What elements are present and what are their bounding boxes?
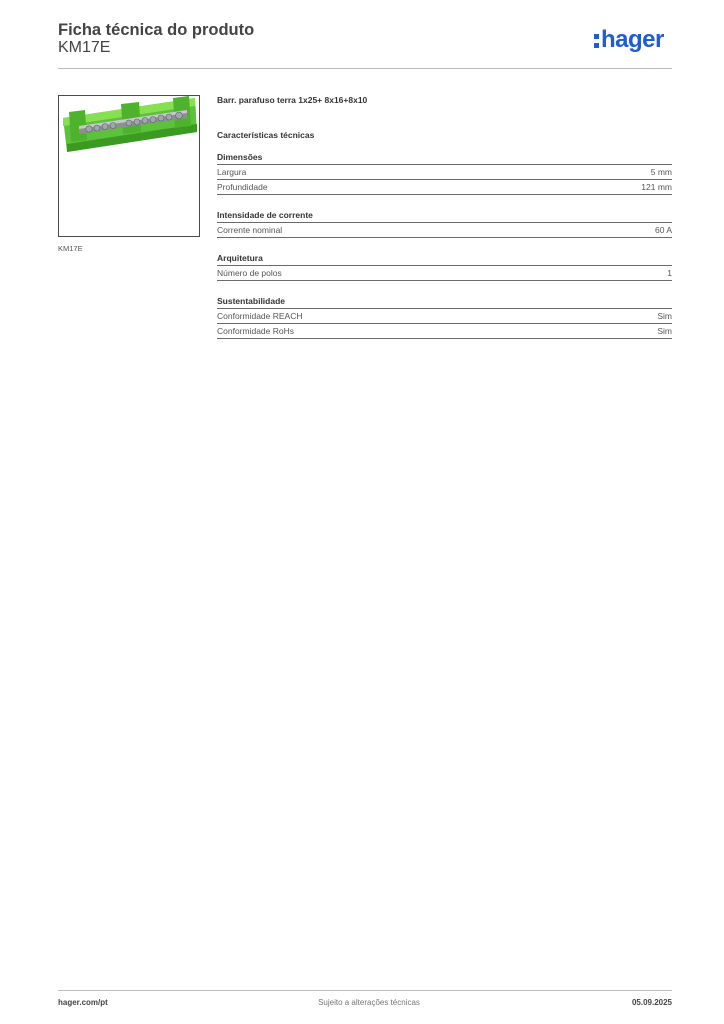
product-image-frame [58,95,200,237]
product-code: KM17E [58,39,111,56]
spec-group-sustentabilidade [217,295,672,339]
group-title: Sustentabilidade [217,296,286,306]
logo-colon-icon [594,34,599,48]
spec-label: Conformidade REACH [217,311,303,321]
image-caption: KM17E [58,244,83,253]
footer-website-link[interactable]: hager.com/pt [58,998,108,1007]
spec-section [217,95,672,339]
spec-row [217,164,672,179]
hager-logo [594,27,664,57]
spec-group-corrente [217,209,672,238]
spec-value: 60 A [654,225,672,235]
spec-label: Conformidade RoHs [217,326,295,336]
spec-group-dimensoes [217,151,672,195]
group-title: Arquitetura [217,253,263,263]
spec-value: Sim [657,311,672,321]
group-title: Dimensões [217,152,263,162]
footer-notice: Sujeito a alterações técnicas [318,998,420,1007]
terminal-bar-image [59,96,199,236]
footer-date: 05.09.2025 [631,998,672,1007]
spec-value: 121 mm [641,182,672,192]
page-title: Ficha técnica do produto [58,21,255,39]
spec-rows [217,308,672,339]
product-name: Barr. parafuso terra 1x25+ 8x16+8x10 [217,95,368,105]
spec-rows [217,164,672,195]
spec-row [217,308,672,323]
spec-value: 5 mm [650,167,672,177]
header-divider [58,68,672,69]
spec-rows [217,222,672,238]
spec-row [217,179,672,195]
spec-heading: Características técnicas [217,130,315,140]
logo-text: hager [601,26,664,53]
spec-label: Profundidade [217,182,268,192]
spec-row [217,222,672,238]
group-title: Intensidade de corrente [217,210,313,220]
spec-rows [217,265,672,281]
footer-divider [58,990,672,991]
spec-label: Largura [217,167,247,177]
spec-row [217,265,672,281]
spec-value: Sim [657,326,672,336]
spec-label: Número de polos [217,268,282,278]
spec-label: Corrente nominal [217,225,283,235]
spec-row [217,323,672,339]
spec-group-arquitetura [217,252,672,281]
spec-value: 1 [667,268,672,278]
